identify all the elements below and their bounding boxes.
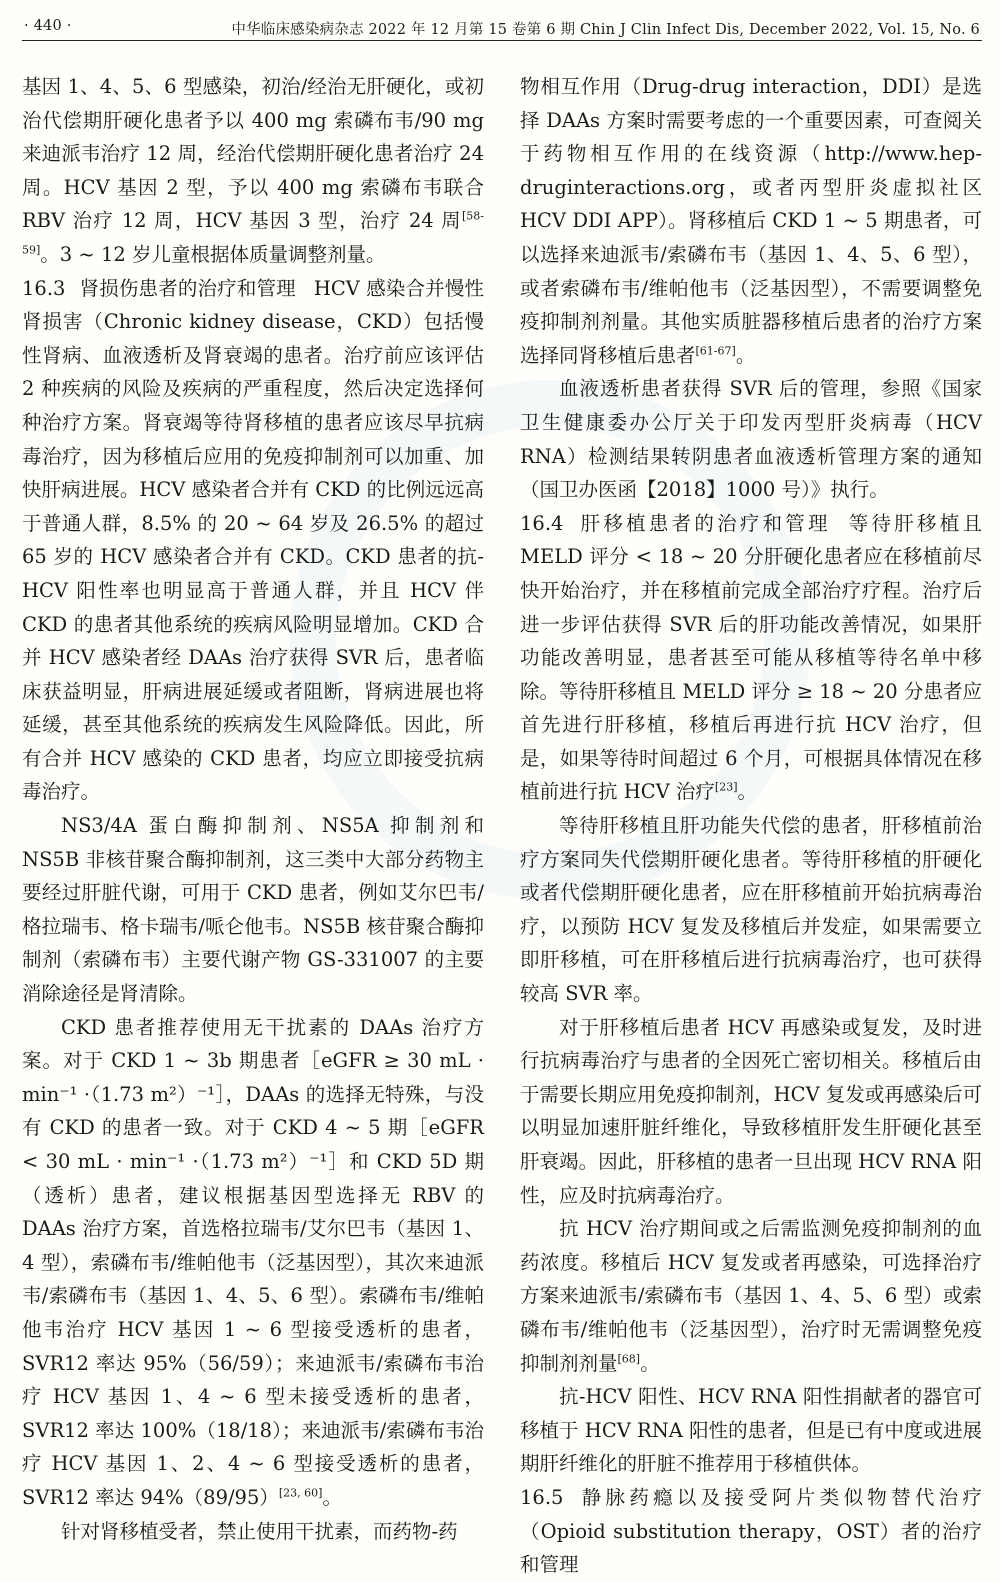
journal-title: 中华临床感染病杂志 2022 年 12 月第 15 卷第 6 期 Chin J Clin Infect Dis, December 2022, Vol. 15, No. 6 — [231, 22, 980, 38]
section-title: 肾损伤患者的治疗和管理 — [79, 276, 296, 300]
citation[interactable]: [61-67] — [695, 344, 736, 358]
left-column — [22, 70, 484, 1543]
section-number: 16.3 — [22, 276, 66, 300]
paragraph: 针对肾移植受者，禁止使用干扰素，而药物-药 — [61, 1519, 458, 1543]
paragraph: 抗-HCV 阳性、HCV RNA 阳性捐献者的器官可移植于 HCV RNA 阳性的患者，但是已有中度或进展期肝纤维化的肝脏不推荐用于移植供体。 — [520, 1385, 982, 1476]
section-16-4: 16.4 肝移植患者的治疗和管理 等待肝移植且 MELD 评分 < 18 ~ 20 分肝硬化患者应在移植前尽快开始治疗，并在移植前完成全部治疗疗程。治疗后进一步评估获得 SVR 后的肝功能改善情况，如果肝功能改善明显，患者甚至可能从移植等待名单中移除。等待肝移植且 MELD 评分 ≥ 18 ~ 20 分患者应首先进行肝移植，移植后再进行抗 HCV 治疗，但是，如果等待时间超过 6 个月，可根据具体情况在移植前进行抗 HCV 治疗[23]。 — [520, 511, 982, 804]
citation[interactable]: [23, 60] — [278, 1486, 323, 1500]
section-number: 16.4 — [520, 511, 564, 535]
paragraph: 对于肝移植后患者 HCV 再感染或复发，及时进行抗病毒治疗与患者的全因死亡密切相关。移植后由于需要长期应用免疫抑制剂，HCV 复发或再感染后可以明显加速肝脏纤维化，导致移植肝发生肝硬化甚至肝衰竭。因此，肝移植的患者一旦出现 HCV RNA 阳性，应及时抗病毒治疗。 — [520, 1015, 982, 1207]
paragraph: 抗 HCV 治疗期间或之后需监测免疫抑制剂的血药浓度。移植后 HCV 复发或者再感染，可选择治疗方案来迪派韦/索磷布韦（基因 1、4、5、6 型）或索磷布韦/维帕他韦（泛基因型），治疗时无需调整免疫抑制剂剂量[68]。 — [520, 1217, 982, 1375]
paragraph: NS3/4A 蛋白酶抑制剂、NS5A 抑制剂和 NS5B 非核苷聚合酶抑制剂，这三类中大部分药物主要经过肝脏代谢，可用于 CKD 患者，例如艾尔巴韦/格拉瑞韦、格卡瑞韦/哌仑他韦。NS5B 核苷聚合酶抑制剂（索磷布韦）主要代谢产物 GS-331007 的主要消除途径是肾清除。 — [22, 814, 484, 1006]
running-header — [22, 14, 982, 41]
citation[interactable]: [23] — [714, 780, 738, 794]
section-title: 静脉药瘾以及接受阿片类似物替代治疗（Opioid substitution therapy，OST）者的治疗和管理 — [520, 1485, 982, 1577]
section-text: HCV 感染合并慢性肾损害（Chronic kidney disease，CKD）包括慢性肾病、血液透析及肾衰竭的患者。治疗前应该评估 2 种疾病的风险及疾病的严重程度，然后决定选择何种治疗方案。肾衰竭等待肾移植的患者应该尽早抗病毒治疗，因为移植后应用的免疫抑制剂可以加重、加快肝病进展。HCV 感染者合并有 CKD 的比例远远高于普通人群，8.5% 的 20 ~ 64 岁及 26.5% 的超过 65 岁的 HCV 感染者合并有 CKD。CKD 患者的抗-HCV 阳性率也明显高于普通人群，并且 HCV 伴 CKD 的患者其他系统的疾病风险明显增加。CKD 合并 HCV 感染者经 DAAs 治疗获得 SVR 后，患者临床获益明显，肝病进展延缓或者阻断，肾病进展也将延缓，甚至其他系统的疾病发生风险降低。因此，所有合并 HCV 感染的 CKD 患者，均应立即接受抗病毒治疗。 — [22, 276, 484, 804]
paragraph: 血液透析患者获得 SVR 后的管理，参照《国家卫生健康委办公厅关于印发丙型肝炎病毒（HCV RNA）检测结果转阴患者血液透析管理方案的通知（国卫办医函【2018】1000 号）》执行。 — [520, 377, 982, 502]
section-16-5 — [520, 1481, 982, 1582]
page-number: · 440 · — [24, 18, 72, 34]
paragraph: 等待肝移植且肝功能失代偿的患者，肝移植前治疗方案同失代偿期肝硬化患者。等待肝移植的肝硬化或者代偿期肝硬化患者，应在肝移植前开始抗病毒治疗，以预防 HCV 复发及移植后并发症，如果需要立即肝移植，可在肝移植后进行抗病毒治疗，也可获得较高 SVR 率。 — [520, 814, 982, 1006]
paragraph: 基因 1、4、5、6 型感染，初治/经治无肝硬化，或初治代偿期肝硬化患者予以 400 mg 索磷布韦/90 mg 来迪派韦治疗 12 周，经治代偿期肝硬化患者治疗 24 周。HCV 基因 2 型，予以 400 mg 索磷布韦联合 RBV 治疗 12 周，HCV 基因 3 型，治疗 24 周[58-59]。3 ~ 12 岁儿童根据体质量调整剂量。 — [22, 75, 484, 266]
paragraph: 物相互作用（Drug-drug interaction，DDI）是选择 DAAs 方案时需要考虑的一个重要因素，可查阅关于药物相互作用的在线资源（http://www.hep-druginteractions.org，或者丙型肝炎虚拟社区 HCV DDI APP）。肾移植后 CKD 1 ~ 5 期患者，可以选择来迪派韦/索磷布韦（基因 1、4、5、6 型），或者索磷布韦/维帕他韦（泛基因型），不需要调整免疫抑制剂剂量。其他实质脏器移植后患者的治疗方案选择同肾移植后患者[61-67]。 — [520, 75, 982, 367]
citation[interactable]: [68] — [617, 1352, 641, 1366]
citation[interactable]: [58-59] — [22, 209, 484, 257]
paragraph: CKD 患者推荐使用无干扰素的 DAAs 治疗方案。对于 CKD 1 ~ 3b 期患者［eGFR ≥ 30 mL · min⁻¹ ·（1.73 m²）⁻¹］，DAAs 的选择无特殊，与没有 CKD 的患者一致。对于 CKD 4 ~ 5 期［eGFR < 30 mL · min⁻¹ ·（1.73 m²）⁻¹］和 CKD 5D 期（透析）患者，建议根据基因型选择无 RBV 的 DAAs 治疗方案，首选格拉瑞韦/艾尔巴韦（基因 1、4 型），索磷布韦/维帕他韦（泛基因型），其次来迪派韦/索磷布韦（基因 1、4、5、6 型）。索磷布韦/维帕他韦治疗 HCV 基因 1 ~ 6 型接受透析的患者，SVR12 率达 95%（56/59）；来迪派韦/索磷布韦治疗 HCV 基因 1、4 ~ 6 型未接受透析的患者，SVR12 率达 100%（18/18）；来迪派韦/索磷布韦治疗 HCV 基因 1、2、4 ~ 6 型接受透析的患者，SVR12 率达 94%（89/95）[23, 60]。 — [22, 1015, 484, 1509]
section-title: 肝移植患者的治疗和管理 — [577, 511, 831, 535]
section-number: 16.5 — [520, 1485, 564, 1509]
section-16-3 — [22, 272, 484, 810]
right-column — [520, 70, 982, 1577]
